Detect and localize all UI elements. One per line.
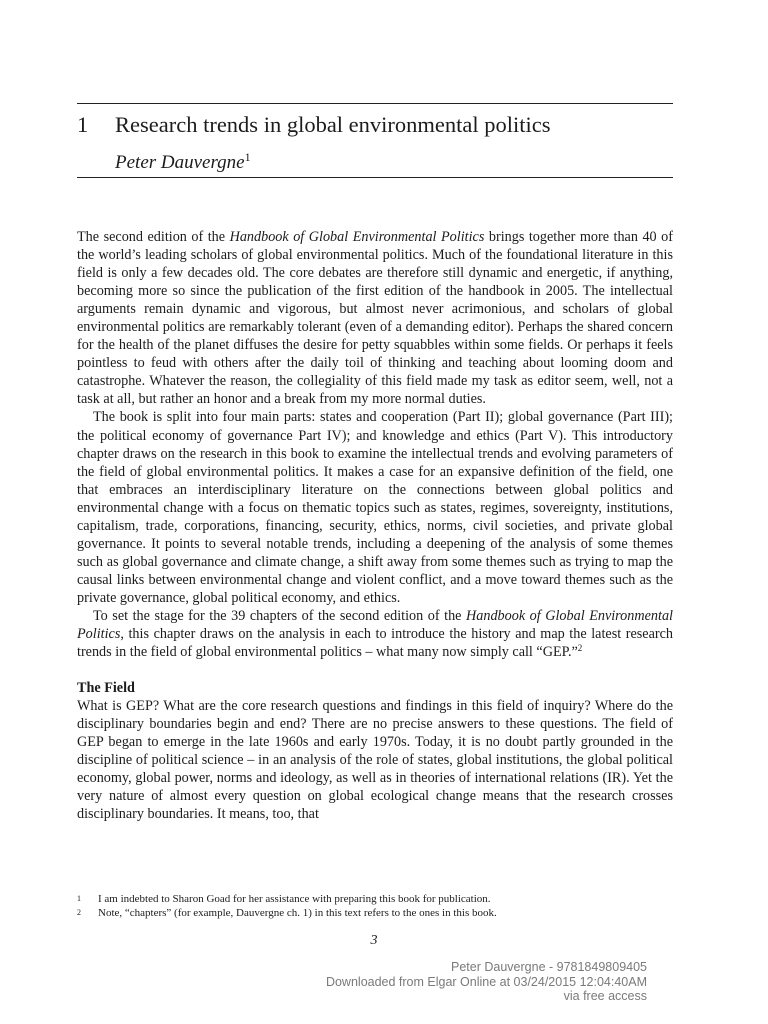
chapter-number: 1 xyxy=(77,112,89,137)
paragraph-1-text-b: brings together more than 40 of the world’s leading scholars of global environmental politics. Much of the foundational literature in this field is only a few decades old. The core debates are therefore still dynamic and energetic, if anything, becoming more so since the publication of the first edition of the handbook in 2005. The intellectual arguments remain dynamic and vigorous, but almost never acrimonious, and scholars of global environmental politics are remarkably tolerant (even of a demanding editor). Perhaps the shared concern for the health of the planet diffuses the desire for petty squabbles within some fields. Or perhaps it feels pointless to feud with others after the daily toil of thinking and teaching about looming doom and catastrophe. Whatever the reason, the collegiality of this field made my task as editor seem, well, not a task at all, but rather an honor and a break from my more normal duties. xyxy=(77,229,673,408)
watermark-line: Downloaded from Elgar Online at 03/24/2015 12:04:40AM xyxy=(325,974,647,989)
chapter-author xyxy=(115,144,251,176)
header-top-rule xyxy=(77,103,673,104)
paragraph-2: The book is split into four main parts: states and cooperation (Part II); global governance (Part III); the political economy of governance Part IV); and knowledge and ethics (Part V). This introductory chapter draws on the research in this book to examine the intellectual trends and evolving parameters of the field of global environmental politics. It makes a case for an expansive definition of the field, one that embraces an interdisciplinary literature on the connections between global politics and environmental change with a focus on thematic topics such as states, regimes, sovereignty, institutions, capitalism, trade, corporations, financing, security, ethics, norms, civil societies, and private global governance. It points to several notable trends, including a deepening of the analysis of some themes such as global governance and climate change, a shift away from some themes such as trying to map the causal links between environmental change and violent conflict, and a move toward themes such as the private governance, global political economy, and ethics. xyxy=(77,409,673,606)
footnote-number: 2 xyxy=(77,908,81,917)
chapter-heading xyxy=(77,111,673,139)
footnote xyxy=(77,906,673,920)
watermark-line: via free access xyxy=(563,989,647,1003)
section-heading: The Field xyxy=(77,680,135,697)
footnote xyxy=(77,892,673,906)
footnote-marker: 2 xyxy=(577,643,583,654)
author-footnote-marker: 1 xyxy=(244,150,251,164)
paragraph-1 xyxy=(77,228,673,408)
body-text xyxy=(77,228,673,824)
footnote-number: 1 xyxy=(77,894,81,903)
footnotes xyxy=(77,892,673,920)
watermark-line: Peter Dauvergne - 9781849809405 xyxy=(451,960,647,974)
paragraph-4: What is GEP? What are the core research questions and findings in this field of inquiry? Where do the disciplinary boundaries begin and end? There are no precise answers to these questions. The field of GEP began to emerge in the late 1960s and early 1970s. Today, it is no doubt partly grounded in the discipline of political science – in an analysis of the role of states, global institutions, the global political economy, global power, norms and ideology, as well as in theories of international relations (IR). Yet the very nature of almost every question on global ecological change means that the research crosses disciplinary boundaries. It means, too, that xyxy=(77,698,673,823)
download-watermark xyxy=(326,960,647,1004)
book-title-italic: Handbook of Global Environmental Politics xyxy=(77,607,673,643)
paragraph-1-text-a: The second edition of the xyxy=(77,229,230,245)
chapter-title: Research trends in global environmental politics xyxy=(115,112,551,137)
footnote-text: I am indebted to Sharon Goad for her assistance with preparing this book for publication. xyxy=(98,893,491,905)
paragraph-3-text-a: To set the stage for the 39 chapters of the second edition of the xyxy=(93,607,467,624)
footnote-text: Note, “chapters” (for example, Dauvergne ch. 1) in this text refers to the ones in this book. xyxy=(98,907,497,919)
page-number: 3 xyxy=(370,933,378,948)
header-bottom-rule xyxy=(77,177,673,178)
book-title-italic: Handbook of Global Environmental Politics xyxy=(229,229,485,245)
author-name: Peter Dauvergne xyxy=(115,152,245,173)
paragraph-3-text-b: , this chapter draws on the analysis in each to introduce the history and map the latest research trends in the field of global environmental politics – what many now simply call “GEP.” xyxy=(77,626,673,661)
paragraph-3 xyxy=(77,607,673,661)
